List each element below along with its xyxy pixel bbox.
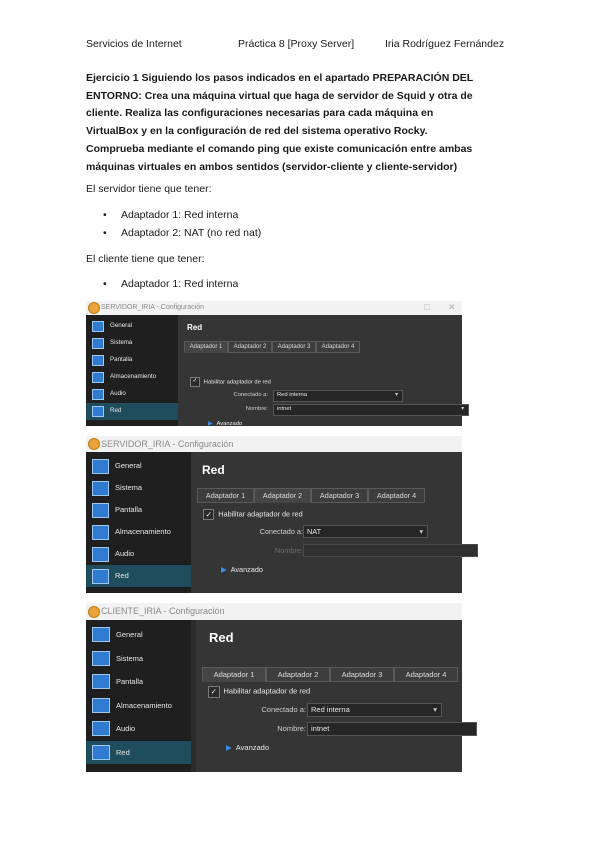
tab-adaptador-2[interactable]: Adaptador 2 [228,341,272,353]
chevron-down-icon: ▾ [395,392,398,398]
settings-main-panel [191,452,462,593]
sidebar-item-label: Sistema [116,653,144,663]
tab-adaptador-3[interactable]: Adaptador 3 [272,341,316,353]
enable-adapter-checkbox[interactable] [208,686,310,698]
client-bullet [104,278,238,290]
sidebar-item-label: Sistema [115,483,143,493]
attached-to-label: Conectado a: [261,705,306,714]
header-author: Iria Rodríguez Fernández [385,38,505,50]
attached-to-select[interactable] [273,390,403,402]
sidebar-item-pantalla[interactable] [86,499,191,521]
window-title-vm-name: CLIENTE_IRIA [101,606,162,616]
exercise-line: VirtualBox y en la configuración de red del sistema operativo Rocky. [86,125,428,138]
sidebar-item-label: Pantalla [110,356,133,364]
expand-triangle-icon: ▶ [208,421,213,427]
adapter-tabs [202,667,458,682]
tab-adaptador-1[interactable]: Adaptador 1 [202,667,266,682]
name-value: intnet [277,406,292,412]
attached-to-label: Conectado a: [259,527,303,536]
advanced-toggle[interactable] [221,565,263,574]
adapter-tabs [197,488,425,503]
vbox-gear-icon [88,302,100,314]
sidebar-item-almacenamiento[interactable] [86,369,191,386]
enable-adapter-checkbox[interactable] [203,509,303,520]
window-title-suffix: - Configuración [154,303,204,311]
system-icon [92,338,104,349]
network-icon [92,406,104,417]
settings-sidebar [86,620,191,772]
network-icon [92,569,109,584]
checkmark-icon: ✓ [208,686,220,698]
display-icon [92,503,109,518]
display-icon [92,674,110,689]
maximize-icon[interactable]: □ [424,302,430,312]
server-intro: El servidor tiene que tener: [86,183,212,195]
window-titlebar [86,603,462,620]
attached-to-value: Red interna [311,705,350,714]
window-title-suffix: - Configuración [169,438,234,449]
client-intro: El cliente tiene que tener: [86,253,205,265]
checkmark-icon: ✓ [203,509,214,520]
sidebar-item-almacenamiento[interactable] [86,521,191,543]
audio-icon [92,547,109,562]
enable-adapter-label: Habilitar adaptador de red [223,686,311,696]
sidebar-item-label: Red [110,407,122,415]
tab-adaptador-4[interactable]: Adaptador 4 [316,341,360,353]
sidebar-item-general[interactable] [86,455,191,477]
tab-adaptador-4[interactable]: Adaptador 4 [368,488,425,503]
enable-adapter-checkbox[interactable] [190,377,271,387]
sidebar-item-label: Red [116,747,130,757]
sidebar-item-label: Audio [115,549,135,559]
sidebar-item-audio[interactable] [86,717,191,741]
advanced-toggle[interactable] [226,743,269,752]
sidebar-item-audio[interactable] [86,543,191,565]
chevron-down-icon: ▾ [461,406,464,412]
exercise-line: Ejercicio 1 Siguiendo los pasos indicados en el apartado PREPARACIÓN DEL [86,72,474,84]
sidebar-item-pantalla[interactable] [86,670,191,694]
sidebar-item-general[interactable] [86,318,191,335]
settings-main-panel [178,315,462,426]
adapter-tabs [184,341,360,353]
sidebar-item-label: General [116,630,143,639]
advanced-label: Avanzado [216,421,243,427]
attached-to-label: Conectado a: [233,392,268,398]
server-bullet-text: Adaptador 1: Red interna [121,209,239,221]
system-icon [92,481,109,496]
section-title: Red [209,630,234,645]
sidebar-item-label: General [110,322,133,330]
tab-adaptador-1[interactable]: Adaptador 1 [197,488,254,503]
section-title: Red [202,463,225,477]
enable-adapter-label: Habilitar adaptador de red [218,509,303,519]
sidebar-item-label: Audio [110,390,126,398]
exercise-line: Comprueba mediante el comando ping que existe comunicación entre ambas [86,142,473,155]
general-icon [92,321,104,332]
sidebar-item-sistema[interactable] [86,477,191,499]
sidebar-item-label: General [115,461,142,471]
close-icon[interactable]: ✕ [448,302,456,312]
vbox-gear-icon [88,438,100,450]
sidebar-item-label: Pantalla [116,677,144,686]
name-value: intnet [311,724,330,733]
vbox-gear-icon [88,606,100,618]
sidebar-item-audio[interactable] [86,386,191,403]
exercise-line: máquinas virtuales en ambos sentidos (servidor-cliente y cliente-servidor) [86,160,458,173]
server-bullet [104,227,261,239]
window-title-vm-name: SERVIDOR_IRIA [101,303,155,311]
vbox-settings-window [86,436,462,593]
display-icon [92,355,104,366]
name-field[interactable] [307,722,477,736]
server-bullet [104,209,238,221]
system-icon [92,651,110,666]
attached-to-select[interactable] [307,703,442,717]
vbox-settings-window [86,301,462,426]
sidebar-item-label: Almacenamiento [110,373,157,381]
tab-adaptador-2[interactable]: Adaptador 2 [266,667,330,682]
sidebar-item-label: Almacenamiento [115,527,171,537]
audio-icon [92,721,110,736]
exercise-line: ENTORNO: Crea una máquina virtual que haga de servidor de Squid y otra de [86,89,473,102]
general-icon [92,459,109,474]
tab-adaptador-4[interactable]: Adaptador 4 [394,667,458,682]
server-bullet-text: Adaptador 2: NAT (no red nat) [121,227,262,239]
sidebar-item-red[interactable] [86,565,191,587]
tab-adaptador-1[interactable]: Adaptador 1 [184,341,228,353]
exercise-line: cliente. Realiza las configuraciones necesarias para cada máquina en [86,107,434,120]
exercise-statement [86,70,516,176]
sidebar-item-pantalla[interactable] [86,352,191,369]
sidebar-item-sistema[interactable] [86,647,191,671]
advanced-label: Avanzado [230,565,263,574]
storage-icon [92,525,109,540]
tab-adaptador-2[interactable]: Adaptador 2 [254,488,311,503]
sidebar-item-general[interactable] [86,623,191,647]
settings-sidebar [86,315,191,426]
settings-main-panel [196,620,462,772]
enable-adapter-label: Habilitar adaptador de red [203,379,271,386]
expand-triangle-icon: ▶ [226,743,232,752]
name-label: Nombre: [277,724,306,733]
attached-to-value: NAT [307,527,322,536]
section-title: Red [187,323,203,332]
storage-icon [92,372,104,383]
general-icon [92,627,110,642]
audio-icon [92,389,104,400]
tab-adaptador-3[interactable]: Adaptador 3 [311,488,368,503]
sidebar-item-label: Pantalla [115,505,143,515]
chevron-down-icon: ▾ [419,527,423,536]
window-title [101,606,225,616]
expand-triangle-icon: ▶ [221,565,227,574]
name-label: Nombre: [245,406,268,412]
window-title-vm-name: SERVIDOR_IRIA [101,438,170,449]
name-field[interactable] [273,404,469,416]
sidebar-item-label: Red [115,571,129,581]
sidebar-item-label: Audio [116,724,136,733]
sidebar-item-red[interactable] [86,403,191,420]
sidebar-item-almacenamiento[interactable] [86,694,191,718]
window-titlebar [86,436,462,452]
attached-to-select[interactable] [303,525,428,538]
window-title [101,439,233,449]
sidebar-item-sistema[interactable] [86,335,191,352]
header-practice: Práctica 8 [Proxy Server] [238,38,355,50]
name-label: Nombre: [275,546,303,555]
sidebar-item-red[interactable] [86,741,191,765]
window-titlebar [86,301,462,315]
vbox-settings-window [86,603,462,772]
attached-to-value: Red interna [277,392,307,398]
window-title [101,304,204,311]
client-bullet-text: Adaptador 1: Red interna [121,278,239,290]
header-course: Servicios de Internet [86,38,182,50]
advanced-label: Avanzado [235,743,270,752]
sidebar-item-label: Almacenamiento [116,700,172,710]
name-field[interactable] [303,544,478,557]
tab-adaptador-3[interactable]: Adaptador 3 [330,667,394,682]
checkmark-icon: ✓ [190,377,200,387]
settings-sidebar [86,452,191,593]
sidebar-item-label: Sistema [110,339,133,347]
network-icon [92,745,110,760]
chevron-down-icon: ▾ [433,705,437,714]
storage-icon [92,698,110,713]
window-title-suffix: - Configuración [161,606,225,616]
advanced-toggle[interactable] [208,421,242,427]
